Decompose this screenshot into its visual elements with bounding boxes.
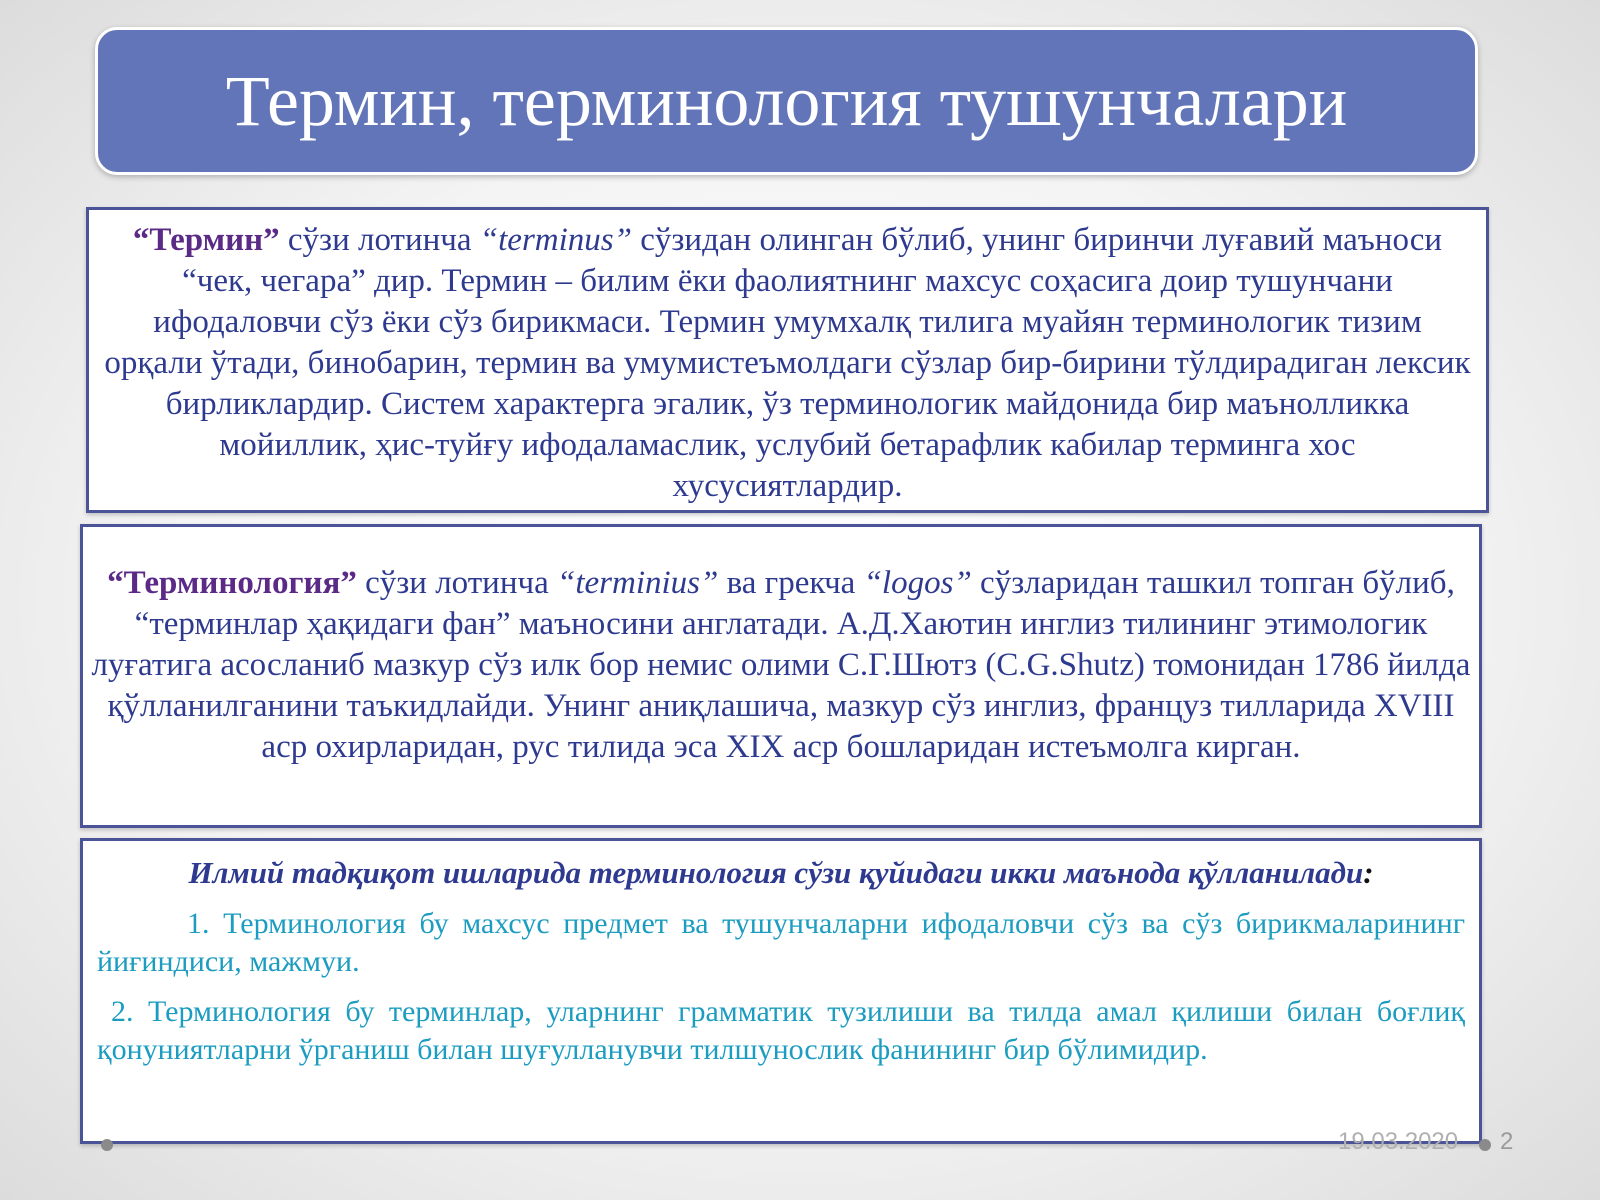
latin-word: “terminus” [479, 222, 632, 258]
slide-title: Термин, терминология тушунчалари [225, 60, 1348, 141]
greek-word: “logos” [863, 565, 972, 601]
latin-word-2: “terminius” [556, 565, 719, 601]
terminology-definition-box [80, 524, 1482, 828]
meaning-item-2: 2. Терминология бу терминлар, уларнинг грамматик тузилиши ва тилда амал қилиши билан боғлиқ қонуниятларни ўрганиш билан шуғулланувчи тилшунослик фанининг бир бўлимидир. [97, 995, 1465, 1066]
footer-date: 19.03.2020 [1338, 1128, 1459, 1155]
terminology-text-1: сўзи лотинча [356, 565, 557, 601]
meanings-heading [97, 853, 1465, 893]
title-banner [95, 27, 1478, 175]
terminology-word: “Терминология” [107, 565, 357, 601]
page-number: 2 [1500, 1128, 1514, 1155]
footer-dot-right [1479, 1139, 1491, 1151]
meanings-box [80, 838, 1482, 1144]
meaning-item-1: 1. Терминология бу махсус предмет ва тушунчаларни ифодаловчи сўз ва сўз бирикмаларининг йиғиндиси, мажмуи. [97, 907, 1465, 978]
termin-text-1: сўзи лотинча [279, 222, 480, 258]
meanings-heading-text: Илмий тадқиқот ишларида терминология сўзи қуйидаги икки маънода қўлланилади [188, 855, 1364, 890]
terminology-text-2: ва грекча [718, 565, 864, 601]
terminology-text-3: сўзларидан ташкил топган бўлиб, “терминлар ҳақидаги фан” маъносини англатади. А.Д.Хаютин инглиз тилининг этимологик луғатига асосланиб мазкур сўз илк бор немис олими С.Г.Шютз (C.G.Shutz) томонидан 1786 йилда қўлланилганини таъкидлайди. Унинг аниқлашича, мазкур сўз инглиз, француз тилларида XVIII аср охирларидан, рус тилида эса XIX аср бошларидан истеъмолга кирган. [91, 565, 1471, 765]
footer-dot-left [101, 1139, 113, 1151]
terminology-paragraph [83, 563, 1479, 768]
termin-text-2: сўзидан олинган бўлиб, унинг биринчи луғавий маъноси “чек, чегара” дир. Термин – билим ёки фаолиятнинг махсус соҳасига доир тушунчани ифодаловчи сўз ёки сўз бирикмаси. Термин умумхалқ тилига муайян терминологик тизим орқали ўтади, бинобарин, термин ва умумистеъмолдаги сўзлар бир-бирини тўлдирадиган лексик бирликлардир. Систем характерга эгалик, ўз терминологик майдонида бир маънолликка мойиллик, ҳис-туйғу ифодаламаслик, услубий бетарафлик кабилар терминга хос хусусиятлардир. [104, 222, 1471, 504]
meanings-heading-colon: : [1363, 855, 1374, 890]
termin-paragraph [101, 220, 1474, 507]
termin-word: “Термин” [132, 222, 280, 258]
termin-definition-box [86, 207, 1489, 513]
